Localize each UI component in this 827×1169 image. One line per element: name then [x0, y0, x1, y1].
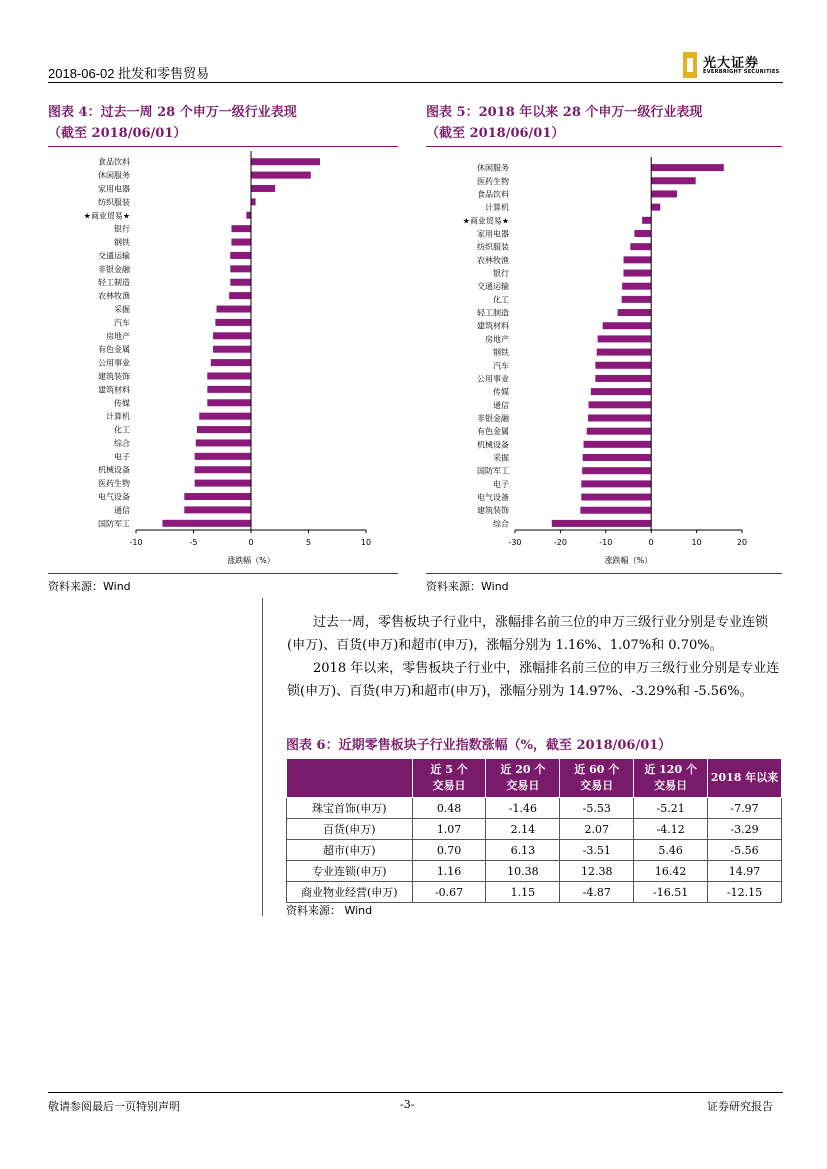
- chart-bar: [581, 494, 651, 501]
- category-label: 交通运输: [98, 251, 130, 261]
- table-cell: 14.97: [708, 861, 782, 882]
- figure5-bottom-rule: [426, 573, 782, 574]
- x-tick-label: 0: [248, 538, 254, 547]
- figure6-table-body: [287, 798, 782, 903]
- category-label: 电子: [114, 452, 130, 462]
- chart-bar: [624, 256, 652, 263]
- category-label: 轻工制造: [477, 308, 509, 318]
- x-tick-label: 5: [305, 538, 312, 547]
- category-label: 公用事业: [477, 374, 509, 384]
- table-header-cell: 近 5 个 交易日: [412, 759, 486, 798]
- chart-bar: [231, 225, 251, 232]
- chart-bar: [184, 493, 251, 500]
- header-rule: [48, 82, 783, 83]
- chart-bar: [552, 520, 651, 527]
- chart-bar: [207, 372, 251, 379]
- category-label: 纺织服装: [477, 242, 509, 252]
- figure6-source: 资料来源： Wind: [286, 904, 373, 917]
- figure4-source: 资料来源：Wind: [48, 580, 131, 593]
- figure4-bottom-rule: [48, 573, 398, 574]
- category-label: 银行: [114, 224, 130, 234]
- category-label: 采掘: [493, 453, 509, 463]
- chart-bar: [184, 506, 251, 513]
- category-label: 化工: [493, 295, 509, 305]
- table-cell: -0.67: [412, 882, 486, 903]
- chart-bar: [595, 362, 651, 369]
- chart-bar: [199, 413, 251, 420]
- table-row-label: 珠宝首饰(申万): [287, 798, 413, 819]
- table-header-cell: 近 60 个 交易日: [560, 759, 634, 798]
- chart-bar: [162, 520, 251, 527]
- category-label: 通信: [114, 505, 130, 515]
- category-label: 有色金属: [98, 345, 130, 355]
- chart-bar: [589, 401, 652, 408]
- chart-bar: [230, 279, 251, 286]
- category-label: 电子: [493, 479, 509, 489]
- chart-bar: [251, 185, 275, 192]
- table-row: [287, 798, 782, 819]
- category-label: 计算机: [106, 412, 130, 422]
- category-label: 汽车: [493, 361, 509, 371]
- table-row: [287, 861, 782, 882]
- category-label: 电气设备: [477, 493, 509, 503]
- x-tick-label: 10: [691, 538, 702, 547]
- category-label: 建筑材料: [477, 321, 509, 331]
- chart-bar: [580, 507, 651, 514]
- chart-bar: [622, 283, 651, 290]
- x-tick-label: -5: [189, 538, 198, 547]
- chart-bar: [230, 252, 251, 259]
- category-label: ★商业贸易★: [462, 216, 509, 226]
- chart-bar: [651, 190, 677, 197]
- category-label: 非银金融: [98, 264, 130, 274]
- table-cell: -7.97: [708, 798, 782, 819]
- table-cell: -5.21: [634, 798, 708, 819]
- x-tick-label: 10: [360, 538, 372, 547]
- category-label: 建筑装饰: [477, 506, 509, 516]
- chart-bar: [251, 172, 311, 179]
- table-cell: -4.12: [634, 819, 708, 840]
- table-cell: 12.38: [560, 861, 634, 882]
- table-cell: 0.70: [412, 840, 486, 861]
- table-cell: -3.29: [708, 819, 782, 840]
- company-logo: [683, 52, 783, 78]
- chart-bar: [213, 332, 251, 339]
- figure5-title-line2: （截至 2018/06/01）: [426, 126, 565, 141]
- chart-bar: [581, 480, 651, 487]
- category-label: 银行: [493, 269, 509, 279]
- footer-disclaimer: 敬请参阅最后一页特别声明: [48, 1100, 180, 1113]
- footer-report-type: 证券研究报告: [707, 1100, 773, 1113]
- chart-bar: [651, 204, 660, 211]
- chart-bar: [622, 296, 652, 303]
- category-label: 国防军工: [98, 519, 130, 529]
- table-row: [287, 819, 782, 840]
- table-cell: 0.48: [412, 798, 486, 819]
- table-header-blank: [287, 759, 413, 798]
- x-tick-label: 20: [736, 538, 748, 547]
- figure5-source: 资料来源：Wind: [426, 580, 509, 593]
- chart-bar: [195, 453, 251, 460]
- category-label: 传媒: [493, 387, 509, 397]
- category-label: 机械设备: [98, 465, 130, 475]
- category-label: 休闲服务: [477, 163, 509, 173]
- category-label: 家用电器: [98, 184, 130, 194]
- figure4-title-line1: 图表 4：过去一周 28 个申万一级行业表现: [48, 105, 297, 120]
- category-label: 钢铁: [114, 238, 130, 248]
- chart-bar: [207, 386, 251, 393]
- logo-text-en: EVERBRIGHT SECURITIES: [703, 69, 780, 75]
- category-label: 通信: [493, 400, 509, 410]
- figure5-title-line1: 图表 5：2018 年以来 28 个申万一级行业表现: [426, 105, 703, 120]
- chart-bar: [582, 467, 651, 474]
- column-divider: [262, 598, 263, 916]
- chart-bar: [195, 480, 251, 487]
- table-cell: 1.07: [412, 819, 486, 840]
- table-header-cell: 2018 年以来: [708, 759, 782, 798]
- table-cell: 2.07: [560, 819, 634, 840]
- category-label: 纺织服装: [98, 197, 130, 207]
- figure5-title: [426, 102, 702, 144]
- x-tick-label: -20: [553, 538, 567, 547]
- figure6-table: [286, 758, 782, 903]
- chart-bar: [231, 239, 251, 246]
- table-cell: -5.53: [560, 798, 634, 819]
- figure6-header-row: [287, 759, 782, 798]
- category-label: 综合: [114, 438, 130, 448]
- chart-bar: [584, 441, 652, 448]
- table-cell: -12.15: [708, 882, 782, 903]
- x-tick-label: -10: [599, 538, 613, 547]
- table-cell: 1.16: [412, 861, 486, 882]
- figure6-title: 图表 6：近期零售板块子行业指数涨幅（%，截至 2018/06/01）: [286, 738, 672, 753]
- chart-bar: [591, 388, 651, 395]
- category-label: 采掘: [114, 305, 130, 315]
- figure5-top-rule: [426, 146, 782, 147]
- chart-bar: [630, 243, 651, 250]
- chart-bar: [597, 349, 651, 356]
- table-cell: -16.51: [634, 882, 708, 903]
- chart-bar: [651, 177, 695, 184]
- table-cell: 2.14: [486, 819, 560, 840]
- category-label: 家用电器: [477, 229, 509, 239]
- chart-bar: [217, 306, 252, 313]
- table-row-label: 商业物业经营(申万): [287, 882, 413, 903]
- category-label: 公用事业: [98, 358, 130, 368]
- x-tick-label: -30: [508, 538, 522, 547]
- chart-bar: [229, 292, 251, 299]
- category-label: 医药生物: [477, 176, 509, 186]
- category-label: 房地产: [485, 334, 509, 344]
- category-label: 医药生物: [98, 479, 130, 489]
- category-label: 电气设备: [98, 492, 130, 502]
- chart-bar: [213, 346, 251, 353]
- chart-bar: [583, 454, 652, 461]
- body-paragraph-2: 2018 年以来，零售板块子行业中，涨幅排名前三位的申万三级行业分别是专业连锁(申万)、百货(申万)和超市(申万)，涨幅分别为 14.97%、-3.29%和 -5.56%。: [287, 661, 780, 699]
- table-cell: 10.38: [486, 861, 560, 882]
- table-cell: 16.42: [634, 861, 708, 882]
- table-cell: -5.56: [708, 840, 782, 861]
- table-header-cell: 近 120 个 交易日: [634, 759, 708, 798]
- category-label: 传媒: [114, 398, 130, 408]
- category-label: 交通运输: [477, 282, 509, 292]
- chart-bar: [651, 164, 724, 171]
- category-label: 轻工制造: [98, 278, 130, 288]
- table-row-label: 专业连锁(申万): [287, 861, 413, 882]
- table-cell: 5.46: [634, 840, 708, 861]
- category-label: 建筑材料: [98, 385, 130, 395]
- category-label: 食品饮料: [477, 189, 509, 199]
- chart-bar: [230, 265, 251, 272]
- body-paragraph-1: 过去一周，零售板块子行业中，涨幅排名前三位的申万三级行业分别是专业连锁(申万)、百货(申万)和超市(申万)，涨幅分别为 1.16%、1.07%和 0.70%。: [287, 615, 769, 653]
- category-label: 国防军工: [477, 466, 509, 476]
- table-row-label: 百货(申万): [287, 819, 413, 840]
- figure5-chart: [426, 150, 782, 570]
- category-label: 房地产: [106, 331, 130, 341]
- category-label: 计算机: [485, 203, 509, 213]
- category-label: 综合: [493, 519, 509, 529]
- chart-bar: [211, 359, 251, 366]
- chart-bar: [587, 428, 651, 435]
- x-axis-label: 涨跌幅（%）: [227, 556, 275, 565]
- x-axis-label: 涨跌幅（%）: [604, 556, 653, 565]
- category-label: 农林牧渔: [477, 255, 509, 265]
- chart-bar: [197, 426, 251, 433]
- chart-bar: [251, 198, 256, 205]
- figure4-top-rule: [48, 146, 398, 147]
- category-label: 化工: [114, 425, 130, 435]
- category-label: ★商业贸易★: [83, 211, 130, 221]
- table-cell: -3.51: [560, 840, 634, 861]
- figure4-chart: [48, 150, 398, 570]
- category-label: 非银金融: [477, 413, 509, 423]
- chart-bar: [642, 217, 651, 224]
- category-label: 食品饮料: [98, 157, 130, 167]
- chart-bar: [251, 158, 320, 165]
- chart-bar: [246, 212, 251, 219]
- figure4-title-line2: （截至 2018/06/01）: [48, 126, 187, 141]
- figure4-title: [48, 102, 297, 144]
- x-tick-label: -10: [129, 538, 143, 547]
- chart-bar: [618, 309, 652, 316]
- chart-bar: [196, 439, 251, 446]
- footer-page-number: -3-: [400, 1098, 415, 1111]
- category-label: 机械设备: [477, 440, 509, 450]
- footer-rule: [48, 1092, 783, 1093]
- chart-bar: [603, 322, 652, 329]
- table-row: [287, 840, 782, 861]
- chart-bar: [634, 230, 651, 237]
- table-row: [287, 882, 782, 903]
- category-label: 汽车: [114, 318, 130, 328]
- chart-bar: [215, 319, 251, 326]
- category-label: 农林牧渔: [98, 291, 130, 301]
- chart-bar: [207, 399, 251, 406]
- chart-bar: [598, 335, 652, 342]
- category-label: 建筑装饰: [98, 371, 130, 381]
- table-cell: -1.46: [486, 798, 560, 819]
- chart-bar: [624, 270, 652, 277]
- category-label: 钢铁: [493, 348, 509, 358]
- category-label: 休闲服务: [98, 171, 130, 181]
- table-row-label: 超市(申万): [287, 840, 413, 861]
- logo-mark-icon: [683, 52, 697, 78]
- table-cell: 6.13: [486, 840, 560, 861]
- body-text: [287, 611, 782, 703]
- chart-bar: [595, 375, 651, 382]
- header-date-topic: 2018-06-02 批发和零售贸易: [48, 66, 210, 81]
- chart-bar: [588, 414, 651, 421]
- logo-text-cn: 光大证券: [703, 56, 760, 71]
- table-cell: -4.87: [560, 882, 634, 903]
- category-label: 有色金属: [477, 427, 509, 437]
- chart-bar: [195, 466, 251, 473]
- x-tick-label: 0: [648, 538, 654, 547]
- table-header-cell: 近 20 个 交易日: [486, 759, 560, 798]
- table-cell: 1.15: [486, 882, 560, 903]
